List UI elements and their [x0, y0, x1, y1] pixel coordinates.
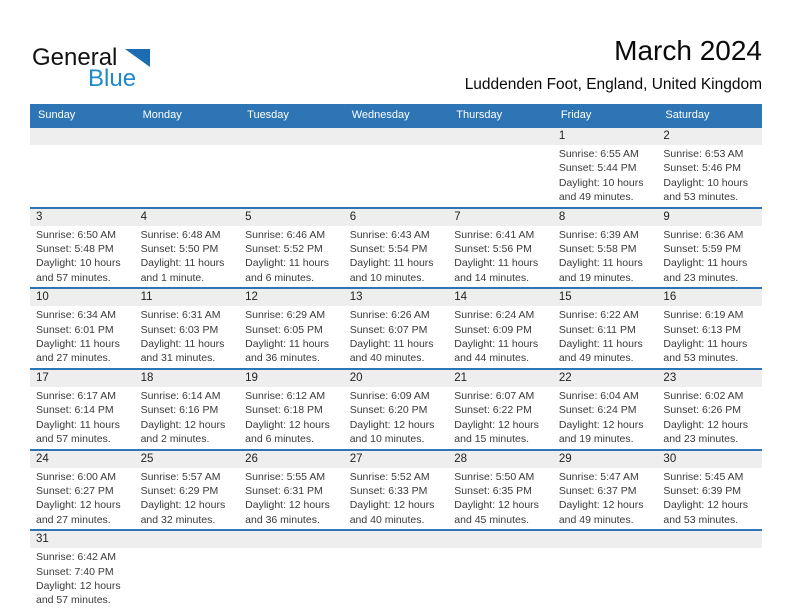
sunset-text: Sunset: 5:48 PM [36, 243, 114, 256]
sunset-text: Sunset: 5:54 PM [349, 243, 428, 256]
daylight-text-line2: and 53 minutes. [663, 191, 739, 204]
daylight-text-line1: Daylight: 11 hours [36, 418, 120, 431]
day-details [135, 226, 240, 288]
day-cell [657, 451, 762, 530]
day-number: 1 [553, 128, 658, 145]
day-details [657, 145, 762, 207]
daylight-text-line2: and 57 minutes. [36, 594, 111, 607]
day-details [239, 226, 344, 288]
daylight-text-line2: and 40 minutes. [349, 513, 425, 526]
sunrise-text: Sunrise: 6:02 AM [663, 389, 744, 402]
sunset-text: Sunset: 5:52 PM [245, 243, 323, 256]
weekday-header-thursday: Thursday [456, 109, 503, 121]
daylight-text-line2: and 40 minutes. [349, 352, 425, 365]
day-details [30, 387, 135, 449]
sunrise-text: Sunrise: 6:14 AM [140, 389, 221, 402]
sunrise-text: Sunrise: 5:47 AM [558, 470, 639, 483]
day-number [448, 128, 553, 145]
daylight-text-line1: Daylight: 12 hours [558, 499, 644, 512]
daylight-text-line1: Daylight: 12 hours [454, 418, 539, 431]
day-cell [344, 370, 449, 449]
day-number: 26 [239, 451, 344, 468]
day-cell-empty [239, 531, 344, 610]
sunrise-text: Sunrise: 6:04 AM [558, 389, 639, 402]
day-details [448, 145, 553, 203]
daylight-text-line1: Daylight: 12 hours [663, 499, 749, 512]
daylight-text-line1: Daylight: 12 hours [245, 499, 330, 512]
logo-text-blue: Blue [88, 65, 137, 92]
daylight-text-line1: Daylight: 11 hours [663, 338, 748, 351]
day-number: 4 [135, 209, 240, 226]
day-number: 2 [657, 128, 762, 145]
sunset-text: Sunset: 6:11 PM [558, 323, 636, 336]
day-number: 15 [553, 289, 658, 306]
weekday-header-monday: Monday [142, 109, 182, 121]
sunset-text: Sunset: 6:33 PM [349, 484, 428, 497]
daylight-text-line2: and 36 minutes. [245, 352, 320, 365]
daylight-text-line2: and 2 minutes. [140, 433, 210, 446]
sunrise-text: Sunrise: 6:12 AM [245, 389, 326, 402]
general-blue-logo [32, 44, 162, 94]
daylight-text-line1: Daylight: 12 hours [245, 418, 330, 431]
sunrise-text: Sunrise: 6:24 AM [454, 309, 535, 322]
day-details [657, 387, 762, 449]
daylight-text-line1: Daylight: 12 hours [140, 418, 226, 431]
sunset-text: Sunset: 6:20 PM [349, 404, 428, 417]
day-details [448, 226, 553, 288]
day-details [553, 145, 658, 207]
daylight-text-line2: and 44 minutes. [454, 352, 529, 365]
sunset-text: Sunset: 6:31 PM [245, 484, 323, 497]
day-cell-empty [30, 128, 135, 207]
day-details [344, 468, 449, 530]
day-number [657, 531, 762, 548]
day-details [30, 306, 135, 368]
daylight-text-line1: Daylight: 11 hours [558, 257, 643, 270]
sunrise-text: Sunrise: 6:39 AM [558, 228, 639, 241]
day-number: 28 [448, 451, 553, 468]
day-details [344, 226, 449, 288]
sunrise-text: Sunrise: 6:42 AM [36, 551, 116, 564]
daylight-text-line2: and 27 minutes. [36, 352, 111, 365]
day-cell [448, 289, 553, 368]
daylight-text-line2: and 1 minute. [140, 271, 205, 284]
daylight-text-line1: Daylight: 11 hours [140, 338, 225, 351]
daylight-text-line2: and 10 minutes. [349, 271, 425, 284]
day-cell [553, 370, 658, 449]
day-details [344, 548, 449, 606]
sunrise-text: Sunrise: 6:55 AM [558, 148, 639, 160]
sunrise-text: Sunrise: 6:36 AM [663, 228, 744, 241]
sunrise-text: Sunrise: 6:19 AM [663, 309, 744, 322]
sunset-text: Sunset: 6:39 PM [663, 484, 742, 497]
day-details [344, 306, 449, 368]
day-number: 12 [239, 289, 344, 306]
day-cell [30, 209, 135, 288]
daylight-text-line2: and 15 minutes. [454, 433, 529, 446]
daylight-text-line1: Daylight: 12 hours [36, 579, 121, 592]
day-number [239, 531, 344, 548]
daylight-text-line1: Daylight: 12 hours [558, 418, 644, 431]
day-number: 17 [30, 370, 135, 387]
daylight-text-line2: and 57 minutes. [36, 271, 111, 284]
daylight-text-line2: and 23 minutes. [663, 271, 739, 284]
day-cell-empty [657, 531, 762, 610]
day-number: 6 [344, 209, 449, 226]
sunrise-text: Sunrise: 6:09 AM [349, 389, 430, 402]
sunrise-text: Sunrise: 6:46 AM [245, 228, 326, 241]
daylight-text-line2: and 10 minutes. [349, 433, 425, 446]
sunset-text: Sunset: 6:14 PM [36, 404, 114, 417]
sunset-text: Sunset: 5:58 PM [558, 243, 637, 256]
day-number: 10 [30, 289, 135, 306]
sunrise-text: Sunrise: 6:17 AM [36, 389, 116, 402]
week-row [30, 368, 762, 449]
daylight-text-line1: Daylight: 12 hours [349, 499, 435, 512]
day-details [30, 226, 135, 288]
day-details [239, 468, 344, 530]
daylight-text-line2: and 32 minutes. [140, 513, 216, 526]
weekday-header-saturday: Saturday [665, 109, 710, 121]
daylight-text-line2: and 57 minutes. [36, 433, 111, 446]
day-details [30, 145, 135, 203]
day-details [448, 387, 553, 449]
daylight-text-line1: Daylight: 11 hours [454, 257, 539, 270]
day-cell [30, 370, 135, 449]
day-number: 30 [657, 451, 762, 468]
sunset-text: Sunset: 6:37 PM [558, 484, 637, 497]
sunrise-text: Sunrise: 6:29 AM [245, 309, 326, 322]
day-number: 23 [657, 370, 762, 387]
day-details [239, 306, 344, 368]
daylight-text-line1: Daylight: 11 hours [349, 257, 434, 270]
day-cell [553, 451, 658, 530]
day-cell [239, 451, 344, 530]
day-cell [30, 531, 135, 610]
sunset-text: Sunset: 5:50 PM [140, 243, 219, 256]
sunset-text: Sunset: 5:46 PM [663, 162, 742, 175]
daylight-text-line1: Daylight: 12 hours [140, 499, 226, 512]
day-details [30, 548, 135, 610]
day-cell-empty [344, 128, 449, 207]
day-details [657, 306, 762, 368]
sunrise-text: Sunrise: 5:52 AM [349, 470, 430, 483]
day-number: 8 [553, 209, 658, 226]
day-cell-empty [553, 531, 658, 610]
sunrise-text: Sunrise: 6:31 AM [140, 309, 221, 322]
daylight-text-line2: and 27 minutes. [36, 513, 111, 526]
day-number [135, 128, 240, 145]
day-number [448, 531, 553, 548]
sunrise-text: Sunrise: 6:07 AM [454, 389, 535, 402]
sunset-text: Sunset: 7:40 PM [36, 565, 114, 578]
page-title: March 2024 [614, 35, 762, 66]
day-cell-empty [135, 531, 240, 610]
day-number: 3 [30, 209, 135, 226]
daylight-text-line1: Daylight: 12 hours [349, 418, 435, 431]
day-cell-empty [448, 531, 553, 610]
day-cell [657, 209, 762, 288]
day-cell [239, 209, 344, 288]
sunset-text: Sunset: 6:24 PM [558, 404, 637, 417]
daylight-text-line1: Daylight: 12 hours [36, 499, 121, 512]
day-details [135, 548, 240, 606]
day-cell [448, 451, 553, 530]
sunset-text: Sunset: 6:27 PM [36, 484, 114, 497]
calendar [30, 104, 762, 610]
daylight-text-line1: Daylight: 11 hours [245, 257, 329, 270]
day-details [135, 468, 240, 530]
location-subtitle: Luddenden Foot, England, United Kingdom [464, 76, 762, 93]
day-number [135, 531, 240, 548]
week-row [30, 449, 762, 530]
day-details [135, 145, 240, 203]
day-cell [344, 451, 449, 530]
day-details [657, 226, 762, 288]
daylight-text-line1: Daylight: 11 hours [663, 257, 748, 270]
sunrise-text: Sunrise: 6:53 AM [663, 148, 744, 160]
sunset-text: Sunset: 6:16 PM [140, 404, 219, 417]
daylight-text-line1: Daylight: 11 hours [454, 338, 539, 351]
day-number: 5 [239, 209, 344, 226]
title-block [465, 34, 762, 94]
day-number: 14 [448, 289, 553, 306]
day-details [657, 468, 762, 530]
day-number: 29 [553, 451, 658, 468]
day-details [553, 468, 658, 530]
day-cell [657, 370, 762, 449]
daylight-text-line2: and 53 minutes. [663, 513, 739, 526]
day-details [135, 306, 240, 368]
sunrise-text: Sunrise: 5:50 AM [454, 470, 535, 483]
daylight-text-line2: and 19 minutes. [558, 271, 634, 284]
daylight-text-line2: and 6 minutes. [245, 271, 315, 284]
daylight-text-line2: and 6 minutes. [245, 433, 315, 446]
day-cell [30, 289, 135, 368]
sunset-text: Sunset: 5:44 PM [558, 162, 637, 175]
sunrise-text: Sunrise: 6:26 AM [349, 309, 430, 322]
day-cell [553, 128, 658, 207]
day-cell [135, 289, 240, 368]
day-cell [657, 289, 762, 368]
sunset-text: Sunset: 5:56 PM [454, 243, 532, 256]
calendar-weeks [30, 126, 762, 610]
daylight-text-line1: Daylight: 10 hours [36, 257, 121, 270]
day-cell [553, 289, 658, 368]
sunset-text: Sunset: 6:13 PM [663, 323, 742, 336]
day-number: 9 [657, 209, 762, 226]
day-number: 21 [448, 370, 553, 387]
day-number [553, 531, 658, 548]
day-cell [448, 370, 553, 449]
daylight-text-line2: and 49 minutes. [558, 352, 634, 365]
day-number [344, 128, 449, 145]
weekday-header-tuesday: Tuesday [247, 109, 289, 121]
day-details [553, 306, 658, 368]
sunrise-text: Sunrise: 5:55 AM [245, 470, 326, 483]
week-row [30, 207, 762, 288]
daylight-text-line2: and 49 minutes. [558, 513, 634, 526]
day-cell-empty [135, 128, 240, 207]
weekday-header-row [30, 104, 762, 126]
day-cell [135, 370, 240, 449]
daylight-text-line1: Daylight: 12 hours [663, 418, 749, 431]
day-number [239, 128, 344, 145]
sunset-text: Sunset: 6:22 PM [454, 404, 532, 417]
weekday-header-sunday: Sunday [38, 109, 76, 121]
day-details [239, 548, 344, 606]
day-details [553, 548, 658, 606]
day-details [448, 468, 553, 530]
day-number [30, 128, 135, 145]
week-row [30, 126, 762, 207]
daylight-text-line2: and 49 minutes. [558, 191, 634, 204]
sunset-text: Sunset: 6:18 PM [245, 404, 323, 417]
daylight-text-line1: Daylight: 11 hours [558, 338, 643, 351]
sunset-text: Sunset: 5:59 PM [663, 243, 742, 256]
day-cell [30, 451, 135, 530]
sunrise-text: Sunrise: 5:57 AM [140, 470, 221, 483]
day-cell [135, 209, 240, 288]
day-cell [135, 451, 240, 530]
week-row [30, 287, 762, 368]
sunrise-text: Sunrise: 6:43 AM [349, 228, 430, 241]
sunset-text: Sunset: 6:29 PM [140, 484, 219, 497]
daylight-text-line1: Daylight: 11 hours [349, 338, 434, 351]
day-details [553, 387, 658, 449]
sunrise-text: Sunrise: 6:50 AM [36, 228, 116, 241]
day-number: 31 [30, 531, 135, 548]
sunrise-text: Sunrise: 6:48 AM [140, 228, 221, 241]
week-row [30, 529, 762, 610]
day-number: 27 [344, 451, 449, 468]
sunset-text: Sunset: 6:35 PM [454, 484, 532, 497]
day-details [553, 226, 658, 288]
day-number: 7 [448, 209, 553, 226]
day-details [135, 387, 240, 449]
daylight-text-line2: and 14 minutes. [454, 271, 529, 284]
sunrise-text: Sunrise: 6:34 AM [36, 309, 116, 322]
sunset-text: Sunset: 6:03 PM [140, 323, 219, 336]
daylight-text-line1: Daylight: 10 hours [663, 176, 749, 189]
day-details [448, 306, 553, 368]
sunrise-text: Sunrise: 5:45 AM [663, 470, 744, 483]
day-number: 22 [553, 370, 658, 387]
day-cell [553, 209, 658, 288]
sunset-text: Sunset: 6:09 PM [454, 323, 532, 336]
sunrise-text: Sunrise: 6:00 AM [36, 470, 116, 483]
day-details [239, 145, 344, 203]
sunset-text: Sunset: 6:26 PM [663, 404, 742, 417]
day-number: 19 [239, 370, 344, 387]
sunrise-text: Sunrise: 6:41 AM [454, 228, 535, 241]
day-details [448, 548, 553, 606]
sunrise-text: Sunrise: 6:22 AM [558, 309, 639, 322]
day-details [657, 548, 762, 606]
day-cell-empty [344, 531, 449, 610]
daylight-text-line1: Daylight: 12 hours [454, 499, 539, 512]
daylight-text-line2: and 23 minutes. [663, 433, 739, 446]
day-number [344, 531, 449, 548]
weekday-header-friday: Friday [560, 109, 592, 121]
daylight-text-line2: and 19 minutes. [558, 433, 634, 446]
day-cell [344, 289, 449, 368]
sunset-text: Sunset: 6:07 PM [349, 323, 428, 336]
daylight-text-line1: Daylight: 11 hours [36, 338, 120, 351]
day-cell [239, 370, 344, 449]
day-number: 16 [657, 289, 762, 306]
daylight-text-line1: Daylight: 10 hours [558, 176, 644, 189]
day-number: 18 [135, 370, 240, 387]
daylight-text-line2: and 31 minutes. [140, 352, 216, 365]
day-number: 24 [30, 451, 135, 468]
sunset-text: Sunset: 6:01 PM [36, 323, 114, 336]
weekday-header-wednesday: Wednesday [351, 109, 410, 121]
day-details [344, 387, 449, 449]
daylight-text-line1: Daylight: 11 hours [140, 257, 225, 270]
day-details [344, 145, 449, 203]
day-cell-empty [239, 128, 344, 207]
day-number: 11 [135, 289, 240, 306]
logo-text-general: General [32, 44, 118, 71]
daylight-text-line2: and 45 minutes. [454, 513, 529, 526]
day-details [239, 387, 344, 449]
day-number: 13 [344, 289, 449, 306]
day-cell [344, 209, 449, 288]
day-number: 25 [135, 451, 240, 468]
daylight-text-line2: and 36 minutes. [245, 513, 320, 526]
day-cell-empty [448, 128, 553, 207]
day-cell [239, 289, 344, 368]
day-cell [448, 209, 553, 288]
daylight-text-line2: and 53 minutes. [663, 352, 739, 365]
sunset-text: Sunset: 6:05 PM [245, 323, 323, 336]
day-cell [657, 128, 762, 207]
day-details [30, 468, 135, 530]
day-number: 20 [344, 370, 449, 387]
daylight-text-line1: Daylight: 11 hours [245, 338, 329, 351]
